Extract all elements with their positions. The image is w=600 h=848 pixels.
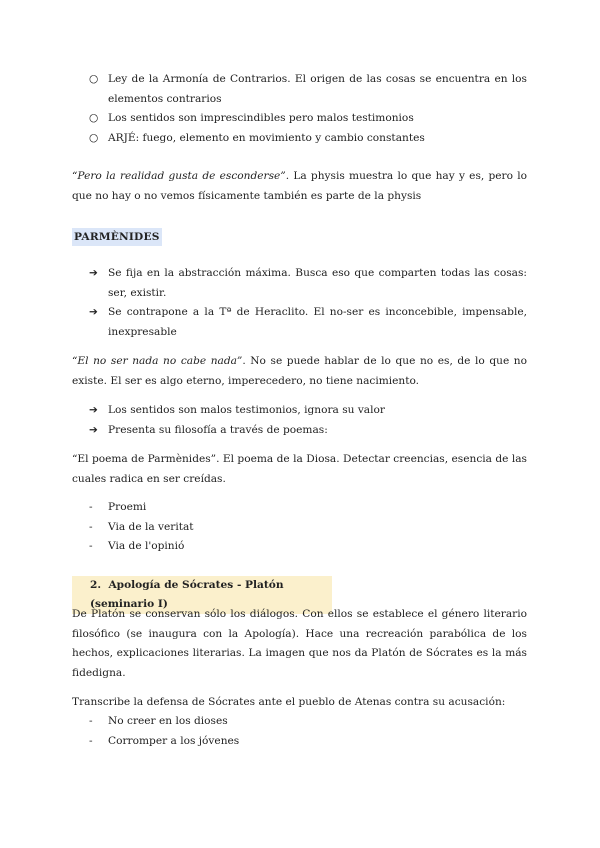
physis-paragraph [72,167,527,206]
list-item [72,70,527,109]
paragraph-text: . La physis muestra lo que hay y es, pero lo que no hay o no vemos físicamente también es parte de la physis [72,170,527,202]
arrow-right-icon: ➔ [89,423,98,436]
parmenides-heading: PARMÈNIDES [72,228,162,246]
poema-paragraph: “El poema de Parmènides”. El poema de la Diosa. Detectar creencias, esencia de las cuales radica en ser creídas. [72,453,527,485]
section-number: 2. [90,579,102,591]
heraclito-list [72,70,527,148]
dash-bullet-icon: - [89,734,93,747]
list-item [72,264,527,303]
arrow-right-icon: ➔ [89,267,98,279]
list-item-text: Se contrapone a la Tª de Heraclito. El no-ser es inconcebible, impensable, inexpresable [108,306,527,338]
list-item [72,732,527,752]
list-item [72,303,527,342]
list-item-text: Los sentidos son malos testimonios, ignora su valor [108,404,385,416]
list-item [72,712,527,732]
transcribe-paragraph: Transcribe la defensa de Sócrates ante el pueblo de Atenas contra su acusación: [72,696,506,708]
dash-bullet-icon: - [89,501,93,513]
list-item [72,537,527,557]
bullet-circle-icon: ○ [89,73,99,85]
paragraph-text: . No se puede hablar de lo que no es, de lo que no existe. El ser es algo eterno, imperecedero, no tiene nacimiento. [72,355,527,387]
list-item-text: Se fija en la abstracción máxima. Busca eso que comparten todas las cosas: ser, existir. [108,267,527,299]
list-item [72,498,527,518]
dash-bullet-icon: - [89,540,93,552]
list-item-text: Via de l'opinió [108,540,185,552]
parmenides-list-2 [72,401,527,440]
list-item-text: Los sentidos son imprescindibles pero malos testimonios [108,112,414,124]
list-item [72,518,527,538]
dash-bullet-icon: - [89,520,93,533]
quote-text: “Pero la realidad gusta de esconderse” [72,170,286,182]
list-item [72,129,527,149]
section-title-text: Apología de Sócrates - Platón (seminario I) [90,579,284,610]
list-item-text: Ley de la Armonía de Contrarios. El origen de las cosas se encuentra en los elementos contrarios [108,73,527,105]
list-item [72,109,527,129]
bullet-circle-icon: ○ [89,131,99,144]
list-item-text: Corromper a los jóvenes [108,734,240,747]
list-item [72,401,527,421]
list-item-text: ARJÉ: fuego, elemento en movimiento y cambio constantes [108,131,425,144]
dash-bullet-icon: - [89,715,93,727]
list-item-text: Via de la veritat [108,520,194,533]
arrow-right-icon: ➔ [89,306,98,318]
list-item-text: No creer en los dioses [108,715,228,727]
list-item [72,421,527,441]
list-item-text: Proemi [108,501,147,513]
parmenides-list [72,264,527,342]
list-item-text: Presenta su filosofía a través de poemas: [108,423,328,436]
acusacion-list [72,712,527,751]
noser-paragraph [72,352,527,391]
poema-parts-list [72,498,527,557]
quote-text: “El no ser nada no cabe nada” [72,355,243,367]
bullet-circle-icon: ○ [89,112,99,124]
arrow-right-icon: ➔ [89,404,98,416]
platon-paragraph: De Platón se conservan sólo los diálogos. Con ellos se establece el género literario filosófico (se inaugura con la Apología). Hace una recreación parabólica de los hechos, explicaciones literarias. La imagen que nos da Platón de Sócrates es la más fidedigna. [72,608,527,679]
